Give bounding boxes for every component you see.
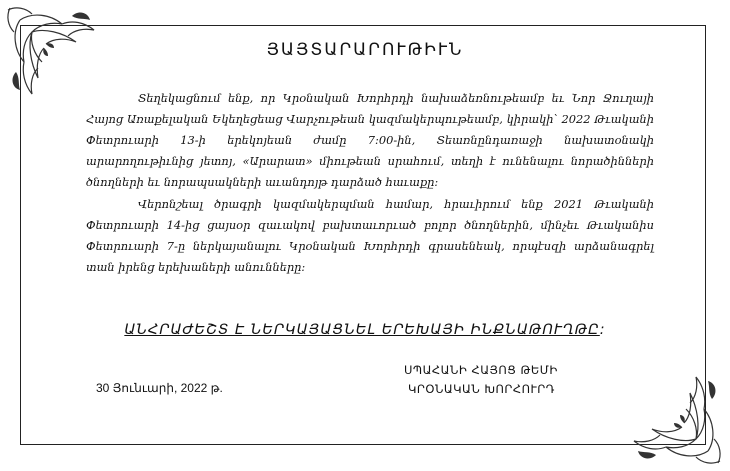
announcement-body (86, 88, 654, 278)
document-title: ՅԱՅՏԱՐԱՐՈՒԹԻՒՆ (266, 40, 464, 60)
announcement-paragraph: Վերոնշեալ ծրագրի կազմակերպման համար, հրաւիրում ենք 2021 Թւականի Փետրուարի 14-ից ցայսօր զաւակով բախտաւորւած բոլոր ծնողներին, մինչեւ Թւականիս Փետրուարի 7-ը ներկայանալու Կրօնական Խորհրդի գրասենեակ, որպէսզի արձանագրել տան իրենց երեխաների անունները: (86, 197, 654, 274)
required-notice (0, 322, 730, 338)
required-notice-end: : (599, 322, 606, 338)
corner-ornament-icon (616, 364, 726, 469)
document-date: 30 Յունւարի, 2022 թ. (96, 381, 223, 395)
signature-line-1: ՍՊԱՀԱՆԻ ՀԱՅՈՑ ԹԵՄԻ (404, 363, 558, 377)
announcement-paragraph: Տեղեկացնում ենք, որ Կրօնական Խորհրդի նախաձեռնութեամբ եւ Նոր Ջուղայի Հայոց Առաքելական Եկեղեցեաց Վարչութեան կազմակերպութեամբ, կիրակի՝ 2022 Թւականի Փետրուարի 13-ի երեկոյեան ժամը 7:00-ին, Տեառնընդառաջի նախատօնակի արարողութիւնից յետոյ, «Արարատ» միութեան սրահում, տեղի է ունենալու նորածինների ծնողների եւ նորապսակների աւանդոյթ դարձած հաւաքը: (86, 91, 654, 189)
signature-line-2: ԿՐՕՆԱԿԱՆ ԽՈՐՀՈՒՐԴ (408, 382, 555, 396)
required-notice-text: ԱՆՀՐԱԺԵՇՏ Է ՆԵՐԿԱՅԱՑՆԵԼ ԵՐԵԽԱՅԻ ԻՆՔՆԱԹՈՒՂԹԸ (124, 322, 600, 338)
signature-block (404, 361, 584, 399)
